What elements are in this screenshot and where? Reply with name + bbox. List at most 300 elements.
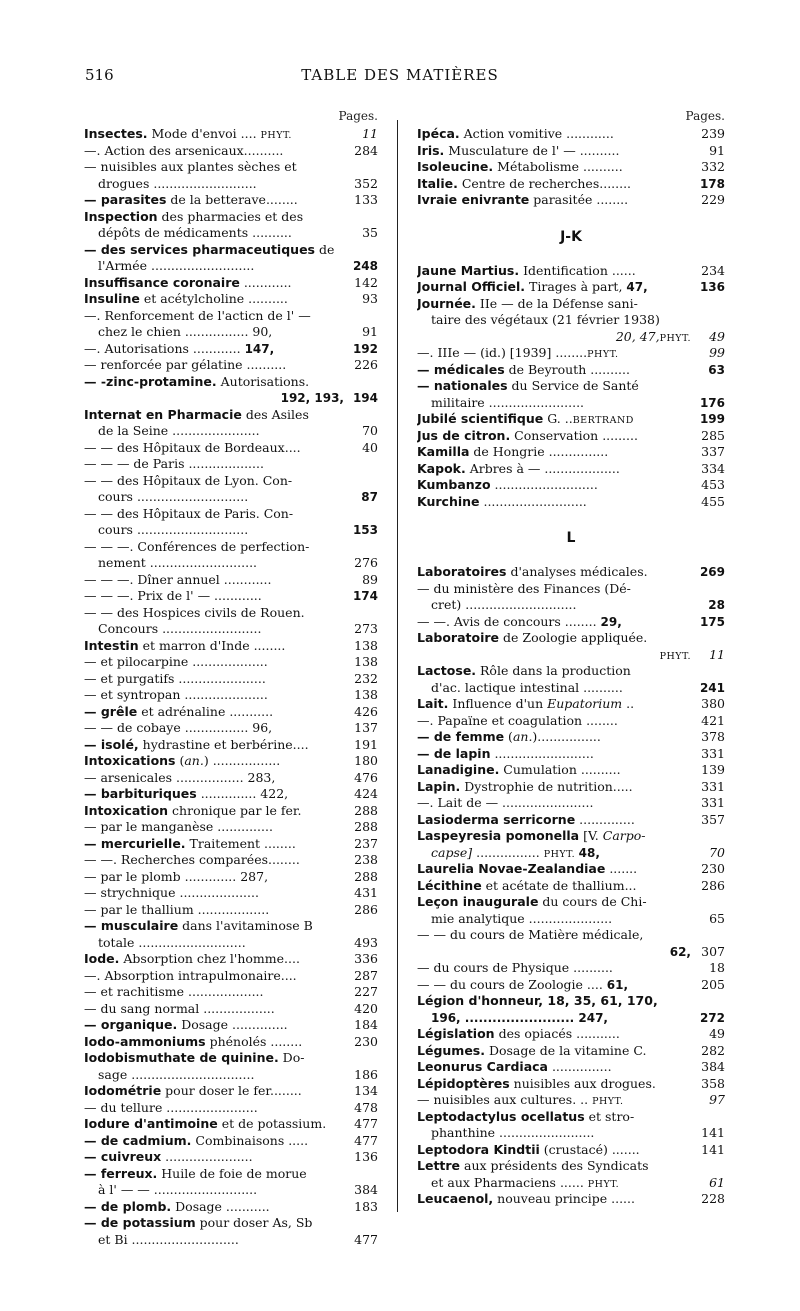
index-entry (417, 296, 725, 313)
index-entry (84, 539, 378, 556)
running-header (0, 66, 800, 88)
entry-smallcaps: PHYT. (587, 349, 619, 360)
page-reference: 89 (359, 572, 378, 589)
entry-text: —. Papaïne et coagulation ........ (417, 712, 618, 728)
entry-keyword: Lécithine (417, 877, 482, 893)
entry-keyword: — de cadmium. (84, 1132, 192, 1148)
page-reference: 477 (351, 1232, 378, 1249)
page-reference: 205 (698, 977, 725, 994)
index-entry (417, 279, 725, 296)
entry-bold-pages: 61, (606, 977, 629, 992)
page-reference: 431 (351, 885, 378, 902)
page-reference: 380 (698, 696, 725, 713)
entry-italic: an. (512, 729, 533, 744)
section-letter: L (566, 530, 576, 546)
entry-keyword: Inspection (84, 208, 158, 224)
index-entry (84, 885, 378, 902)
index-entry (84, 291, 378, 308)
index-entry (417, 477, 725, 494)
index-entry (84, 143, 378, 160)
entry-keyword: — des services pharmaceutiques (84, 241, 315, 257)
index-entry (417, 894, 725, 911)
entry-keyword: Leçon inaugurale (417, 894, 539, 909)
page-reference: 184 (351, 1017, 378, 1034)
pages-label: Pages. (338, 109, 378, 123)
index-entry (84, 176, 378, 193)
index-entry (84, 836, 378, 853)
page-reference: 378 (698, 729, 725, 746)
page-reference: 99 (706, 345, 725, 362)
index-entry (417, 461, 725, 478)
entry-keyword: Lépidoptères (417, 1075, 510, 1091)
entry-keyword: Lanadigine. (417, 762, 500, 777)
entry-text: —. Autorisations ............ (84, 340, 245, 356)
page-reference: 384 (698, 1059, 725, 1076)
entry-text: et stro- (584, 1108, 635, 1124)
page-reference: 287 (351, 968, 378, 985)
index-entry (84, 1001, 378, 1018)
entry-keyword: Ipéca. (417, 126, 460, 141)
index-entry (417, 1043, 725, 1060)
entry-text: —. Action des arsenicaux.......... (84, 142, 284, 158)
entry-keyword: Laboratoires (417, 564, 507, 579)
page-reference: 272 (697, 1010, 725, 1027)
index-entry (417, 1109, 725, 1126)
entry-text: — nuisibles aux plantes sèches et (84, 159, 297, 174)
page-reference: 11 (359, 126, 378, 143)
entry-text: ................ (472, 844, 544, 860)
entry-text: et Bi ........................... (98, 1231, 239, 1247)
index-entry (84, 654, 378, 671)
index-entry (417, 647, 725, 664)
entry-text: aux présidents des Syndicats (460, 1158, 649, 1173)
index-entry (417, 176, 725, 193)
entry-keyword: Lait. (417, 696, 449, 711)
page-reference: 63 (705, 362, 725, 379)
entry-text: — et rachitisme ................... (84, 984, 264, 999)
entry-italic: capse] (431, 844, 473, 860)
index-entry (417, 1158, 725, 1175)
entry-keyword: Leptodactylus ocellatus (417, 1108, 585, 1124)
index-entry (417, 696, 725, 713)
entry-text: de la Seine ...................... (98, 423, 260, 438)
index-entry (417, 126, 725, 143)
index-entry (84, 1050, 378, 1067)
index-entry (84, 1133, 378, 1150)
entry-keyword: Iodométrie (84, 1083, 162, 1098)
entry-text: et adrénaline ........... (137, 703, 274, 719)
page-reference: 288 (351, 869, 378, 886)
entry-text: Arbres à — ................... (465, 460, 620, 476)
entry-text: — — des Hôpitaux de Bordeaux.... (84, 439, 301, 455)
page-reference: 424 (351, 786, 378, 803)
page-reference: 234 (698, 263, 725, 280)
entry-keyword: Laurelia Novae-Zealandiae (417, 861, 606, 876)
index-entry (84, 819, 378, 836)
entry-keyword: Jus de citron. (417, 427, 511, 443)
entry-keyword: — ferreux. (84, 1165, 158, 1181)
entry-text: l'Armée .......................... (98, 258, 255, 273)
index-entry (417, 411, 725, 428)
index-entry (84, 1067, 378, 1084)
page-reference: 357 (698, 812, 725, 829)
entry-text: Absorption chez l'homme.... (119, 951, 300, 966)
entry-text: des Asiles (241, 406, 309, 422)
index-entry (417, 564, 725, 581)
entry-text: Dosage ........... (171, 1198, 270, 1214)
index-entry (417, 845, 725, 862)
entry-text: ............... (547, 1059, 612, 1074)
entry-text: Autorisations. (216, 373, 310, 389)
entry-text: et acétate de thallium... (481, 877, 637, 893)
entry-text: totale ........................... (98, 934, 246, 950)
index-entry (84, 159, 378, 176)
index-entry (84, 341, 378, 358)
entry-keyword: Lasioderma serricorne (417, 811, 576, 827)
index-entry (84, 786, 378, 803)
entry-text: — et purgatifs ...................... (84, 670, 266, 686)
page-reference: 136 (351, 1149, 378, 1166)
entry-text: Do- (278, 1050, 305, 1065)
entry-keyword: — de potassium (84, 1215, 196, 1230)
entry-keyword: Légion d'honneur, 18, 35, 61, 170, (417, 993, 658, 1008)
page-reference: 11 (706, 647, 725, 664)
entry-text: ( (175, 753, 185, 768)
index-entry (84, 506, 378, 523)
page-reference: 282 (698, 1043, 725, 1060)
index-entry (417, 960, 725, 977)
index-entry (84, 572, 378, 589)
entry-smallcaps: PHYT. (659, 650, 691, 662)
entry-text: [V. (579, 828, 603, 843)
entry-text: — et syntropan ..................... (84, 687, 268, 702)
entry-text: nouveau principe ...... (493, 1191, 635, 1206)
entry-text: à l' — — .......................... (98, 1182, 258, 1197)
entry-text: taire des végétaux (21 février 1938) (431, 312, 660, 327)
entry-text: Huile de foie de morue (157, 1165, 307, 1181)
entry-text: Tirages à part, (525, 279, 627, 294)
entry-text: du cours de Chi- (538, 894, 647, 909)
entry-text: Action vomitive ............ (459, 126, 614, 141)
entry-text: — — des Hospices civils de Rouen. (84, 604, 305, 620)
entry-text: phénolés ........ (205, 1033, 303, 1049)
entry-text: militaire ........................ (431, 394, 585, 410)
entry-text: IIe — de la Défense sani- (475, 295, 638, 311)
page-reference: 226 (351, 357, 378, 374)
page-reference: 331 (698, 779, 725, 796)
entry-text: de Zoologie appliquée. (499, 630, 648, 645)
index-entry (84, 605, 378, 622)
entry-smallcaps: PHYT. (543, 848, 579, 860)
column-divider (397, 120, 398, 1212)
entry-keyword: Leptodora Kindtii (417, 1141, 540, 1157)
entry-text: sage ............................... (98, 1066, 255, 1082)
entry-italic: an. (184, 753, 204, 768)
page-reference: 477 (351, 1133, 378, 1150)
index-entry (84, 209, 378, 226)
index-entry (84, 803, 378, 820)
index-entry (417, 878, 725, 895)
index-entry (84, 1199, 378, 1216)
page-reference: 230 (698, 861, 725, 878)
entry-text: cours ............................ (98, 489, 249, 504)
entry-text: — — du cours de Matière médicale, (417, 927, 644, 942)
page-reference: 238 (351, 852, 378, 869)
entry-text: — par le thallium .................. (84, 901, 270, 917)
entry-text: de Hongrie ............... (469, 444, 609, 459)
entry-text: ....... (605, 861, 638, 876)
page-reference: 358 (698, 1076, 725, 1093)
entry-text: —. Renforcement de l'acticn de l' — (84, 307, 311, 323)
page-reference: 288 (351, 803, 378, 820)
index-entry (84, 621, 378, 638)
entry-text: pour doser le fer........ (161, 1083, 302, 1098)
index-entry (84, 555, 378, 572)
entry-smallcaps: PHYT. (592, 1096, 624, 1107)
entry-text: Dystrophie de nutrition..... (460, 778, 633, 794)
index-entry (84, 258, 378, 275)
page-reference: 352 (351, 176, 378, 193)
page-reference: 478 (351, 1100, 378, 1117)
entry-keyword: Journal Officiel. (417, 279, 526, 294)
entry-text: Traitement ........ (185, 835, 296, 851)
entry-smallcaps: PHYT. (659, 332, 691, 344)
entry-text: ) ................. (203, 753, 281, 768)
index-entry (417, 746, 725, 763)
entry-keyword: Kumbanzo (417, 477, 491, 492)
index-entry (417, 329, 725, 346)
entry-text: —. Absorption intrapulmonaire.... (84, 967, 297, 983)
entry-text: de (314, 241, 335, 257)
entry-keyword: — nationales (417, 378, 508, 393)
entry-keyword: Insectes. (84, 126, 148, 141)
entry-text: (crustacé) ....... (539, 1141, 640, 1157)
page-reference: 421 (698, 713, 725, 730)
page-reference: 228 (698, 1191, 725, 1208)
page-reference: 337 (698, 444, 725, 461)
page-reference: 180 (351, 753, 378, 770)
entry-text: chez le chien ................ 90, (98, 324, 273, 339)
index-entry (84, 374, 378, 391)
entry-italic: Carpo- (602, 828, 646, 843)
page-reference: 453 (698, 477, 725, 494)
entry-text: et marron d'Inde ........ (138, 637, 286, 653)
entry-text: d'ac. lactique intestinal .......... (431, 679, 623, 695)
entry-text: de Beyrouth .......... (504, 361, 630, 377)
index-entry (417, 680, 725, 697)
entry-text: hydrastine et berbérine.... (138, 736, 309, 752)
page-reference: 192 (350, 341, 378, 358)
entry-italic: 20, 47, (615, 328, 660, 344)
index-entry (84, 390, 378, 407)
entry-text: Musculature de l' — .......... (444, 142, 620, 158)
entry-keyword: Lapin. (417, 778, 461, 794)
entry-text: — du cours de Physique .......... (417, 960, 613, 975)
entry-text: — renforcée par gélatine .......... (84, 357, 287, 372)
entry-keyword: Insuffisance coronaire (84, 274, 240, 290)
entry-text: dans l'avitaminose B (178, 918, 313, 933)
page-reference: 477 (351, 1116, 378, 1133)
index-entry (84, 720, 378, 737)
index-entry (84, 308, 378, 325)
entry-keyword: Jaune Martius. (417, 262, 520, 278)
page-reference: 49 (706, 329, 725, 346)
entry-text: — nuisibles aux cultures. .. (417, 1092, 593, 1107)
index-entry (84, 918, 378, 935)
entry-keyword: Kapok. (417, 460, 466, 476)
page-reference: 87 (358, 489, 378, 506)
index-entry (84, 770, 378, 787)
page-reference: 142 (351, 275, 378, 292)
entry-keyword: — barbituriques (84, 786, 197, 801)
page-reference: 334 (698, 461, 725, 478)
pages-label: Pages. (685, 109, 725, 123)
entry-text: — et pilocarpine ................... (84, 654, 268, 669)
entry-text: ...................... (161, 1149, 253, 1164)
entry-keyword: — médicales (417, 361, 505, 377)
index-entry (84, 968, 378, 985)
entry-text: drogues .......................... (98, 175, 257, 191)
index-entry (84, 225, 378, 242)
entry-smallcaps: BERTRAND (572, 415, 634, 426)
page-reference: 91 (359, 324, 378, 341)
index-entry (84, 1017, 378, 1034)
entry-text: — —. Avis de concours ........ (417, 613, 601, 629)
entry-text: phanthine ........................ (431, 1125, 595, 1140)
entry-bold-pages: 196, ........................ 247, (431, 1010, 608, 1025)
entry-text: nuisibles aux drogues. (509, 1075, 656, 1091)
entry-text: cours ............................ (98, 522, 249, 537)
entry-keyword: Lettre (417, 1158, 461, 1173)
entry-bold-pages: 192, 193, (280, 391, 344, 405)
index-entry (84, 1215, 378, 1232)
page-reference: 35 (359, 225, 378, 242)
entry-text: et aux Pharmaciens ...... (431, 1174, 588, 1190)
entry-text: cret) ............................ (431, 597, 577, 612)
index-entry (84, 869, 378, 886)
index-entry (84, 1100, 378, 1117)
index-entry (84, 704, 378, 721)
index-entry (84, 753, 378, 770)
page-reference: 91 (706, 143, 725, 160)
page-reference: 229 (698, 192, 725, 209)
index-entry (417, 395, 725, 412)
page-reference: 332 (698, 159, 725, 176)
page-reference: 141 (698, 1125, 725, 1142)
entry-italic: Eupatorium (547, 696, 623, 711)
page-reference: 426 (351, 704, 378, 721)
index-entry (417, 1059, 725, 1076)
entry-text: nement ........................... (98, 555, 258, 570)
page-reference: 239 (698, 126, 725, 143)
page-reference: 237 (351, 836, 378, 853)
page-reference: 97 (706, 1092, 725, 1109)
entry-bold-pages: 47, (626, 280, 648, 294)
page-reference: 138 (351, 638, 378, 655)
entry-bold-pages: 62, (669, 944, 691, 959)
index-entry (417, 1026, 725, 1043)
page-reference: 273 (351, 621, 378, 638)
page-reference: 18 (706, 960, 725, 977)
index-entry (417, 1010, 725, 1027)
index-entry (84, 1232, 378, 1249)
entry-text: Influence d'un (448, 696, 548, 711)
index-entry (417, 828, 725, 845)
index-entry (84, 242, 378, 259)
page-reference: 331 (698, 795, 725, 812)
page-reference: 28 (705, 597, 725, 614)
index-entry (84, 737, 378, 754)
page-reference: 241 (697, 680, 725, 697)
entry-text: .............. (575, 811, 635, 827)
index-entry (417, 729, 725, 746)
entry-text: des opiacés ........... (494, 1026, 620, 1041)
index-entry (84, 1182, 378, 1199)
page-reference: 186 (351, 1067, 378, 1084)
entry-text: — — —. Conférences de perfection- (84, 538, 310, 554)
entry-keyword: Iodobismuthate de quinine. (84, 1050, 279, 1065)
index-entry (84, 522, 378, 539)
entry-keyword: Journée. (417, 295, 476, 311)
entry-text: — du ministère des Finances (Dé- (417, 580, 631, 596)
entry-text: ( (504, 729, 513, 744)
entry-keyword: — -zinc-protamine. (84, 373, 217, 389)
entry-keyword: Ivraie enivrante (417, 192, 530, 207)
entry-text: Dosage .............. (177, 1017, 288, 1032)
entry-text: ............ (239, 274, 292, 290)
page-reference: 284 (351, 143, 378, 160)
entry-smallcaps: PHYT. (260, 130, 292, 141)
entry-keyword: — de femme (417, 729, 505, 744)
entry-keyword: — parasites (84, 192, 167, 207)
page-reference: 199 (697, 411, 725, 428)
entry-text: — — — de Paris ................... (84, 456, 264, 471)
page-title: TABLE DES MATIÈRES (301, 66, 499, 84)
index-entry (84, 423, 378, 440)
entry-text: mie analytique ..................... (431, 910, 613, 926)
entry-keyword: — isolé, (84, 736, 139, 752)
entry-keyword: Laspeyresia pomonella (417, 828, 580, 843)
entry-text: Concours ......................... (98, 621, 262, 636)
index-entry (417, 1175, 725, 1192)
entry-text: Dosage de la vitamine C. (484, 1042, 647, 1058)
index-entry (84, 324, 378, 341)
entry-text: Centre de recherches........ (457, 175, 632, 191)
entry-text: du Service de Santé (507, 378, 639, 393)
entry-keyword: — cuivreux (84, 1149, 162, 1164)
entry-keyword: Intoxication (84, 802, 169, 818)
page-reference: 49 (706, 1026, 725, 1043)
page-reference: 65 (706, 911, 725, 928)
index-entry (84, 671, 378, 688)
entry-text: —. IIIe — (id.) [1939] ........ (417, 345, 588, 360)
page-reference: 61 (706, 1175, 725, 1192)
page-reference: 191 (351, 737, 378, 754)
page-number: 516 (85, 66, 114, 84)
page-reference: 139 (698, 762, 725, 779)
index-entry (417, 192, 725, 209)
index-entry (84, 473, 378, 490)
page-reference: 70 (359, 423, 378, 440)
page-reference: 141 (698, 1142, 725, 1159)
index-entry (417, 494, 725, 511)
entry-text: Métabolisme .......... (493, 159, 623, 174)
entry-text: ......................... (490, 745, 594, 761)
page-reference: 227 (351, 984, 378, 1001)
entry-text: Conservation ......... (510, 427, 638, 443)
index-entry (417, 614, 725, 631)
entry-text: parasitée ........ (529, 192, 629, 207)
